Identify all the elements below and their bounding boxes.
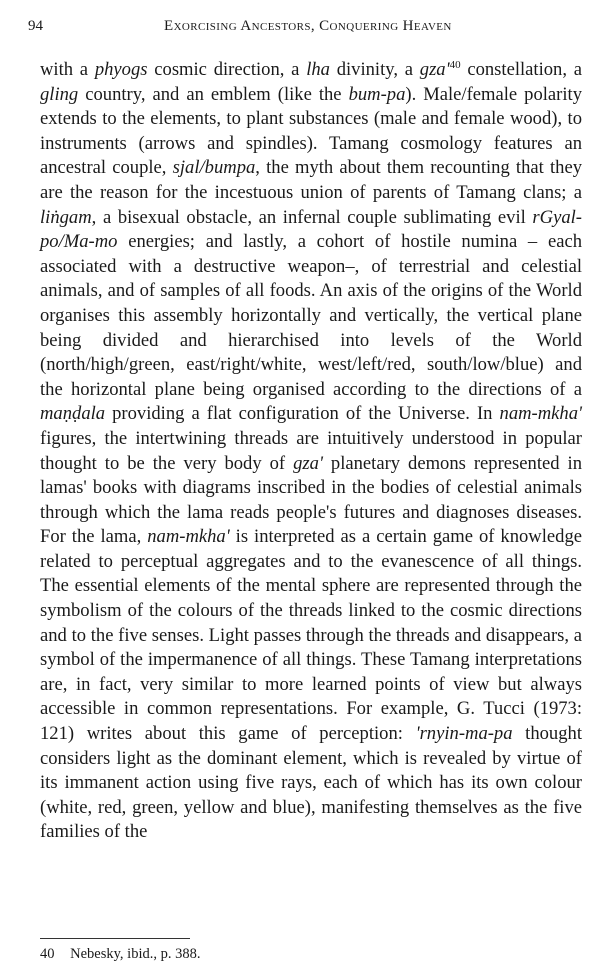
italic-term: phyogs	[94, 59, 148, 80]
text-run: country, and an emblem (like the	[78, 83, 349, 105]
footnote	[40, 946, 200, 963]
text-run: energies; and lastly, a cohort of hostile numina – each associated with a destructive weapon–, of terrestrial and celestial animals, and of samples of all foods. An axis of the origins of the World organises this assembly horizontally and vertically, the vertical plane being divided and hierarchised into levels of the World (north/high/green, east/right/white, west/left/red, south/low/blue) and the horizontal plane being organised according to the directions of a	[40, 231, 582, 400]
italic-term: sjal/bumpa	[172, 157, 256, 179]
italic-term: gling	[40, 83, 79, 105]
text-run: , a bisexual obstacle, an infernal couple sublimating evil	[91, 206, 533, 228]
running-title: Exorcising Ancestors, Conquering Heaven	[164, 18, 452, 34]
italic-term: 'rnyin-ma-pa	[415, 723, 513, 745]
footnote-number: 40	[40, 946, 55, 962]
italic-term: nam-mkha'	[147, 526, 230, 548]
italic-term: maṇḍala	[40, 403, 106, 425]
italic-term: bum-pa	[348, 83, 406, 105]
italic-term: gza'	[419, 59, 450, 80]
italic-term: nam-mkha'	[499, 403, 582, 425]
text-run: divinity, a	[329, 59, 420, 80]
text-run: constellation, a	[460, 59, 582, 80]
text-run: thought considers light as the dominant element, which is revealed by virtue of its immanent action using five rays, each of which has its own colour (white, red, green, yellow and blue), manifesting themselves as the five families of the	[40, 723, 582, 843]
text-run: planetary demons represented in lamas' books with diagrams inscribed in the bodies of celestial animals through which the lama reads people's futures and diagnoses diseases. For the lama,	[40, 452, 582, 548]
italic-term: rGyal-po/Ma-mo	[40, 206, 582, 253]
footnote-text: Nebesky, ibid., p. 388.	[70, 946, 201, 962]
italic-term: lha	[306, 59, 330, 80]
body-text	[40, 58, 582, 845]
italic-term: gza'	[293, 452, 323, 474]
italic-term: liṅgam	[40, 206, 92, 228]
text-run: figures, the intertwining threads are intuitively understood in popular thought to be the very body of	[40, 427, 582, 474]
text-run: cosmic direction, a	[147, 59, 307, 80]
main-paragraph	[40, 58, 582, 845]
footnote-divider	[40, 938, 190, 939]
running-header	[24, 14, 576, 36]
text-run: is interpreted as a certain game of knowledge related to perceptual aggregates and to the evanescence of all things. The essential elements of the mental sphere are represented through the symbolism of the colours of the threads linked to the cosmic directions and to the five senses. Light passes through the threads and disappears, a symbol of the impermanence of all things. These Tamang interpretations are, in fact, very similar to more learned points of view but always accessible in common representations. For example, G. Tucci (1973: 121) writes about this game of perception:	[40, 526, 583, 745]
page-number: 94	[28, 18, 43, 34]
text-run: providing a flat configuration of the Universe. In	[105, 403, 500, 425]
text-run: , the myth about them recounting that they are the reason for the incestuous union of parents of Tamang clans; a	[40, 157, 583, 203]
footnote-ref: 40	[449, 58, 461, 71]
text-run: with a	[40, 59, 95, 80]
text-run: ). Male/female polarity extends to the elements, to plant substances (male and female wood), to instruments (arrows and spindles). Tamang cosmology features an ancestral couple,	[40, 83, 582, 179]
